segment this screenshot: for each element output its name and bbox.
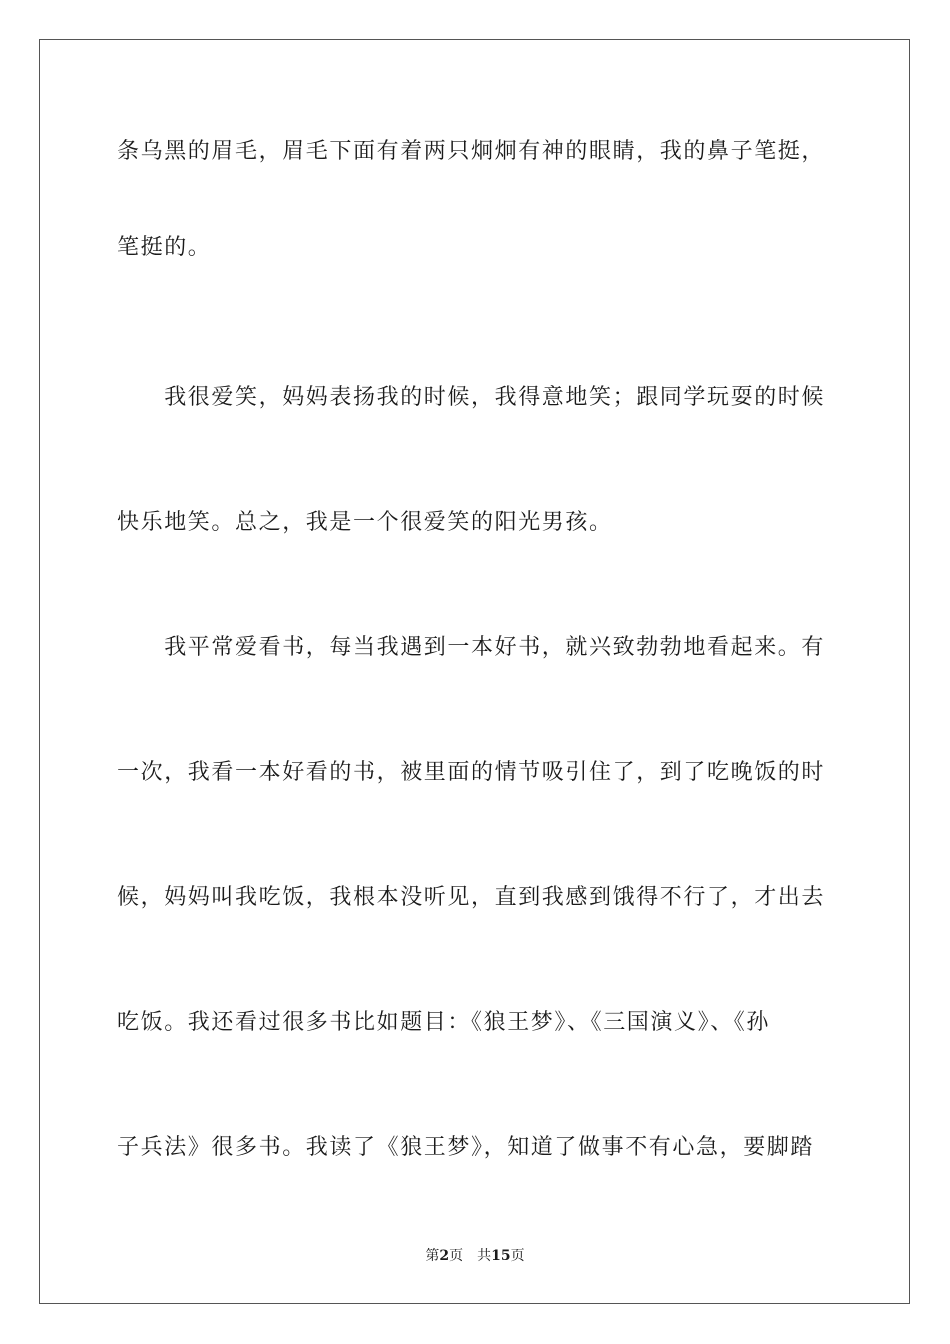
- page-number: 2: [439, 1248, 450, 1264]
- body-line-2: 笔挺的。: [117, 235, 212, 260]
- total-pages: 15: [491, 1248, 511, 1264]
- body-line-1: 条乌黑的眉毛，眉毛下面有着两只炯炯有神的眼睛，我的鼻子笔挺，: [117, 139, 826, 164]
- body-line-7: 候，妈妈叫我吃饭，我根本没听见，直到我感到饿得不行了，才出去: [117, 885, 826, 910]
- body-line-4: 快乐地笑。总之，我是一个很爱笑的阳光男孩。: [117, 510, 613, 535]
- page-footer: [0, 1246, 950, 1266]
- body-line-8: 吃饭。我还看过很多书比如题目：《狼王梦》、《三国演义》、《孙: [117, 1010, 771, 1035]
- total-prefix: 共: [477, 1248, 492, 1264]
- body-line-9: 子兵法》很多书。我读了《狼王梦》，知道了做事不有心急，要脚踏: [117, 1135, 815, 1160]
- total-suffix: 页: [510, 1248, 525, 1264]
- body-line-3: 我很爱笑，妈妈表扬我的时候，我得意地笑；跟同学玩耍的时候: [117, 385, 826, 410]
- body-line-5: 我平常爱看书，每当我遇到一本好书，就兴致勃勃地看起来。有: [117, 635, 826, 660]
- page-border: [39, 39, 910, 1304]
- body-line-6: 一次，我看一本好看的书，被里面的情节吸引住了，到了吃晚饭的时: [117, 760, 826, 785]
- page-prefix: 第: [425, 1248, 440, 1264]
- page-suffix: 页: [449, 1248, 464, 1264]
